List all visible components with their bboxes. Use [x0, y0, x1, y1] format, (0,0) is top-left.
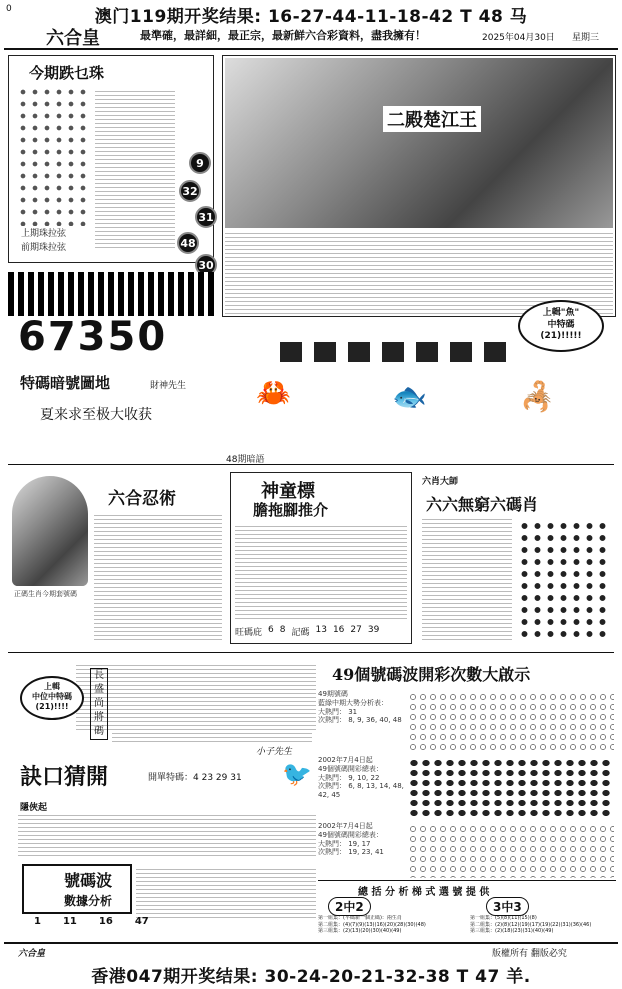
vertical-char: 將: [94, 712, 104, 723]
kou-jue-nums: 開單特碼：4 23 29 31: [148, 773, 242, 783]
footer-mark-right: 版權所有 翻版必究: [492, 949, 567, 959]
wave-block-hot: 大熱門： 9, 10, 22: [318, 773, 380, 782]
bottom-left-nums: [34, 916, 149, 927]
lower-callout-line3: (21)!!!!: [35, 702, 69, 711]
wave-heading: 49個號碼波開彩次數大啟示: [332, 665, 531, 684]
six-six-grid: [518, 520, 612, 640]
king-title: 二殿楚江王: [383, 106, 481, 132]
liuhe-sig: 正碼生肖今期套號碼: [14, 590, 77, 598]
wave-block-warm: 次熱門： 19, 23, 41: [318, 848, 384, 857]
puzzle-blocks: [280, 342, 516, 362]
shen-tong-text: [235, 523, 407, 619]
wave-block-warm: 次熱門： 8, 9, 36, 40, 48: [318, 716, 402, 725]
footer-label: 記碼: [291, 628, 310, 638]
prev-hit-callout: [518, 300, 604, 352]
wave-block-title: 49期號碼: [318, 690, 348, 698]
number-ball: 31: [195, 206, 217, 228]
left-panel-title: 今期跌乜珠: [29, 64, 105, 82]
shen-tong-panel: [230, 472, 412, 644]
hk-result-headline: 香港047期开奖结果: 30-24-20-21-32-38 T 47 羊.: [91, 967, 531, 987]
corner-mark: 0: [6, 4, 12, 14]
badge-2of2: 2中2: [328, 897, 371, 916]
analysis-line: 第二組集：(2)(8)(12)(19)(17)(19)(22)(31)(36)(46): [470, 921, 592, 928]
tray-graphic: [17, 86, 91, 226]
shen-tong-footer: [235, 625, 379, 638]
bottom-num: 47: [134, 916, 149, 927]
bottom-num: 16: [98, 916, 113, 927]
footer-num: 6: [268, 625, 274, 635]
issue-date: 2025年04月30日: [482, 33, 555, 43]
number-ball: 32: [179, 180, 201, 202]
vertical-char: 盛: [94, 684, 104, 695]
callout-line3: (21)!!!!!: [540, 331, 582, 342]
analysis-title: 總 括 分 析 梯 式 選 號 提 供: [358, 887, 490, 898]
footer-num: 13: [315, 625, 327, 635]
wave-grid: [408, 758, 614, 820]
analysis-line: 第一組集：(平碼新一個正碼)：兩生肖: [318, 915, 402, 921]
footer-num: 16: [332, 625, 345, 635]
footer-num: 39: [367, 625, 380, 635]
bottom-left-title2: 數據分析: [64, 894, 113, 908]
brand-logo: 六合皇: [46, 28, 100, 49]
liuhe-block: [8, 470, 226, 646]
story-text-2: [112, 732, 312, 742]
left-footer-2: 前期珠拉弦: [21, 243, 67, 253]
wave-block: [318, 690, 616, 754]
six-six-title: 六六無窮六碼肖: [426, 495, 539, 514]
callout-line2: 中特碼: [547, 319, 575, 330]
wave-block-hot: 大熱門： 19, 17: [318, 839, 371, 848]
analysis-line: 第三組集：(2)(13)(20)(30)(40)(49): [318, 928, 402, 934]
footer-mark-left: 六合皇: [18, 949, 46, 959]
divider: [8, 652, 614, 653]
wave-block-warm: 次熱門： 6, 8, 13, 14, 48, 42, 45: [318, 782, 404, 799]
wave-block: [318, 822, 616, 878]
vertical-char: 尚: [94, 698, 104, 709]
footer-num: 27: [350, 625, 362, 635]
analysis-panel: [318, 880, 616, 939]
signature: 小子先生: [256, 747, 293, 757]
kou-jue-text: [18, 814, 316, 856]
liuhe-text: [94, 514, 222, 640]
masthead: [4, 22, 618, 50]
left-footer-1: 上期珠拉弦: [21, 229, 67, 239]
tema-phrase: 夏来求至极大收获: [40, 407, 152, 423]
fish-icon: 🐟: [392, 380, 427, 413]
mid-label: 48期暗語: [226, 455, 265, 465]
footer-rule: [4, 942, 618, 944]
bottom-num: 1: [34, 916, 41, 927]
wave-grid: [408, 824, 614, 878]
macau-result-headline: 澳门119期开奖结果: 16-27-44-11-18-42 T 48 马: [94, 7, 528, 27]
bottom-num: 11: [62, 916, 77, 927]
wave-block-sub: 49個號碼開彩總表：: [318, 830, 383, 839]
divider: [8, 464, 614, 465]
analysis-right: [470, 915, 616, 935]
bottom-left-title1: 號碼波: [64, 871, 113, 890]
liuhe-title: 六合忍術: [108, 489, 176, 509]
shen-tong-title: 神童標: [261, 481, 315, 502]
vertical-char: 長: [94, 670, 104, 681]
scorpion-icon: 🦂: [520, 380, 555, 413]
shen-tong-subtitle: 膽拖腳推介: [253, 501, 329, 519]
king-story-panel: [222, 55, 616, 317]
crab-icon: 🦀: [256, 376, 291, 409]
badge-3of3: 3中3: [486, 897, 529, 916]
footer-label: 旺碼庇: [235, 628, 263, 638]
kou-jue-header: [20, 760, 316, 796]
kou-jue-author: 隱俠起: [20, 803, 48, 813]
lower-callout-line2: 中位中特碼: [32, 692, 72, 701]
analysis-line: 第一組集：(5)(8)(11)(15)(8): [470, 915, 537, 921]
left-panel-text: [95, 88, 175, 248]
wave-block-title: 2002年7月4日起: [318, 756, 373, 764]
bottom-left-badge: [22, 864, 132, 914]
lower-callout-line1: 上輯: [44, 682, 60, 691]
wave-block-sub: 49個號碼開彩總表：: [318, 764, 383, 773]
footer-num: 8: [279, 625, 286, 635]
tema-author: 財神先生: [150, 381, 187, 391]
tema-title: 特碼暗號圖地: [20, 374, 111, 392]
wave-block-hot: 大熱門： 31: [318, 707, 358, 716]
banner-noise: [8, 272, 214, 316]
girl-photo: [12, 476, 88, 586]
callout-line1: 上輯"魚": [542, 308, 580, 318]
bird-icon: 🐦: [282, 760, 312, 788]
king-illustration: [225, 58, 613, 228]
kou-jue-title: 訣口猜開: [20, 764, 109, 790]
left-panel: [8, 55, 214, 272]
story-text: [76, 662, 316, 730]
six-six-heading: 六肖大師: [422, 477, 459, 487]
issue-weekday: 星期三: [572, 33, 600, 43]
analysis-line: 第二組集：(4)(7)(9)(13)(16)(20)(28)(30)(48): [318, 921, 426, 928]
wave-block: [318, 756, 616, 820]
bottom-left-text: [136, 866, 316, 918]
lower-callout: [20, 676, 84, 720]
numbers-banner: [8, 272, 214, 364]
analysis-left: [318, 915, 466, 935]
wave-block-title: 2002年7月4日起: [318, 822, 373, 830]
slogan: 最準確，最詳細，最正宗，最新鮮六合彩資料，盡我擁有！: [140, 29, 426, 42]
number-ball: 48: [177, 232, 199, 254]
six-six-text: [422, 518, 512, 640]
vertical-char: 碼: [94, 726, 104, 737]
wave-grid: [408, 692, 614, 754]
analysis-line: 第三組集：(2)(18)(23)(31)(40)(49): [470, 928, 554, 934]
six-six-panel: [418, 470, 616, 646]
wave-block-sub: 藍綠中期大勢分析表：: [318, 698, 388, 707]
vertical-label: [90, 668, 108, 740]
number-ball: 9: [189, 152, 211, 174]
number-ball: 30: [195, 254, 217, 276]
banner-digits: 67350: [18, 314, 168, 360]
